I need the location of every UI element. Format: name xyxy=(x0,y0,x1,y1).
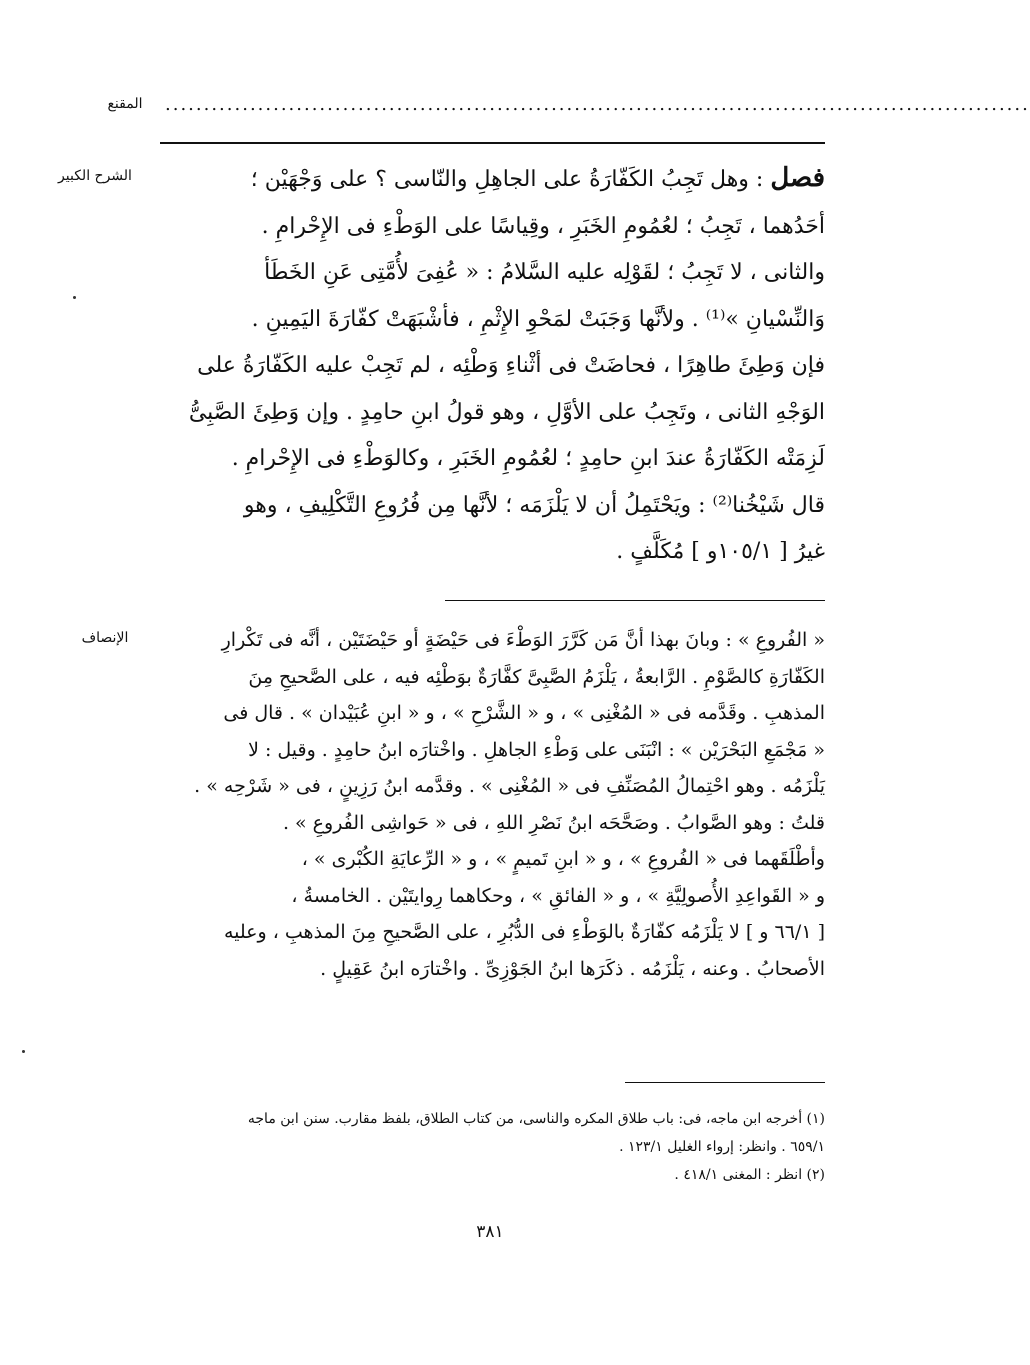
insaf-line: وأطْلَقَهما فى « الفُروعِ » ، و « ابنِ تَميمٍ » ، و « الرِّعايَةِ الكُبْرى » ، xyxy=(301,848,825,870)
footnotes-block xyxy=(160,1105,825,1189)
insaf-line: و « القَواعِدِ الأُصولِيَّةِ » ، و « الفائقِ » ، وحكاهما رِوايتَيْن . الخامسةُ ، xyxy=(291,884,825,907)
insaf-line: « الفُروعِ » : وبانَ بهذا أنَّ مَن كَرَّرَ الوَطْءَ فى حَيْضَةٍ أو حَيْضَتَيْن ، أنَّه فى تَكْرارِ xyxy=(221,629,825,651)
side-label-sharh: الشرح الكبير xyxy=(58,168,132,184)
footnote-rule xyxy=(625,1082,825,1083)
page-number: ٣٨١ xyxy=(476,1222,504,1242)
insaf-line: الكَفّارَةِ كالصَّوْمِ . الرَّابعةُ ، يَلْزَمُ الصَّبِىَّ كفَّارَةٌ بوَطْئِه فيه ، على الصَّحيحِ مِنَ xyxy=(248,665,825,688)
main-line: والثانى ، لا تَجِبُ ؛ لقَوْلِه عليه السَّلامُ : « عُفِىَ لأُمَّتِى عَنِ الخَطَأ xyxy=(264,260,825,285)
insaf-text-block xyxy=(160,622,825,987)
footnote-line: (١) أخرجه ابن ماجه، فى: باب طلاق المكره والناسى، من كتاب الطلاق، بلفظ مقارب. سنن ابن ماجه xyxy=(247,1111,825,1127)
insaf-line: يَلْزَمُه . وهو احْتِمالُ المُصَنِّفِ فى « المُغْنِى » . وقدَّمه ابنُ رَزِينٍ ، فى « شَرْحِه » . xyxy=(194,775,825,797)
section-divider xyxy=(445,600,825,601)
main-line: الوَجْهِ الثانى ، وتَجِبُ على الأوَّلِ ، وهو قولُ ابنِ حامِدٍ . وإن وَطِئَ الصَّبِىُّ xyxy=(188,399,825,425)
header-dotted-rule: ................................................................................................................ xyxy=(165,94,1030,115)
insaf-line: المذهبِ . وقَدَّمه فى « المُغْنِى » ، و « الشَّرْحِ » ، و « ابنِ عُبَيْدان » . قال فى xyxy=(223,702,825,724)
insaf-line: الأصحابُ . وعنه ، يَلْزَمُه . ذكَرَها ابنُ الجَوْزِىِّ . واخْتارَه ابنُ عَقِيلٍ . xyxy=(320,957,825,980)
fasl-heading: فصل xyxy=(770,163,825,193)
main-line: أحَدُهما ، تَجِبُ ؛ لعُمُومِ الخَبَرِ ، وقِياسًا على الوَطْءِ فى الإِحْرامِ . xyxy=(261,213,825,239)
insaf-line: « مَجْمَعِ البَحْرَيْن » : انْبَنَى على وَطْءِ الجاهلِ . واخْتارَه ابنُ حامِدٍ . وقيل : لا xyxy=(248,738,825,761)
main-line-0 xyxy=(160,155,825,204)
scan-speck xyxy=(73,296,76,299)
footnote-line: (٢) انظر : المغنى ٤١٨/١ . xyxy=(674,1167,825,1183)
main-line: غيرُ [ ١٠٥/١و ] مُكَلَّفٍ . xyxy=(616,539,825,564)
main-line: قال شَيْخُنا⁽²⁾ : ويَحْتَمِلُ أن لا يَلْزَمَه ؛ لأنَّها مِن فُرُوعِ التَّكْلِيفِ ، وهو xyxy=(243,492,825,518)
book-title: المقنع xyxy=(107,96,143,112)
insaf-line: [ ٦٦/١ و ] لا يَلْزَمُه كفّارَةٌ بالوَطْءِ فى الدُّبُرِ ، على الصَّحيحِ مِنَ المذهبِ ، وعليه xyxy=(223,921,825,943)
side-label-insaf: الإنصاف xyxy=(81,630,129,646)
main-text-block xyxy=(160,155,825,576)
main-line-0-rest: : وهل تَجِبُ الكَفّارَةُ على الجاهِلِ والنّاسى ؟ على وَجْهَيْن ؛ xyxy=(250,167,771,192)
main-line: لَزِمَتْه الكَفّارَةُ عندَ ابنِ حامِدٍ ؛ لعُمُومِ الخَبَرِ ، وكالوَطْءِ فى الإِحْرامِ . xyxy=(231,446,825,471)
main-line: وَالنِّسْيانِ »⁽¹⁾ . ولأنَّها وَجَبَتْ لمَحْوِ الإِثْمِ ، فأشْبَهَتْ كفّارَةَ اليَمِينِ . xyxy=(251,306,825,332)
insaf-line: قلتُ : وهو الصَّوابُ . وصَحَّحَه ابنُ نَصْرِ اللهِ ، فى « حَواشِى الفُروعِ » . xyxy=(282,811,825,834)
scan-speck xyxy=(22,1050,25,1053)
header-rule xyxy=(160,142,825,144)
footnote-line: ٦٥٩/١ . وانظر: إرواء الغليل ١٢٣/١ . xyxy=(619,1139,825,1155)
main-line: فإن وَطِئَ طاهِرًا ، فحاضَتْ فى أثْناءِ وَطْئِه ، لم تَجِبْ عليه الكَفّارَةُ على xyxy=(197,353,825,378)
